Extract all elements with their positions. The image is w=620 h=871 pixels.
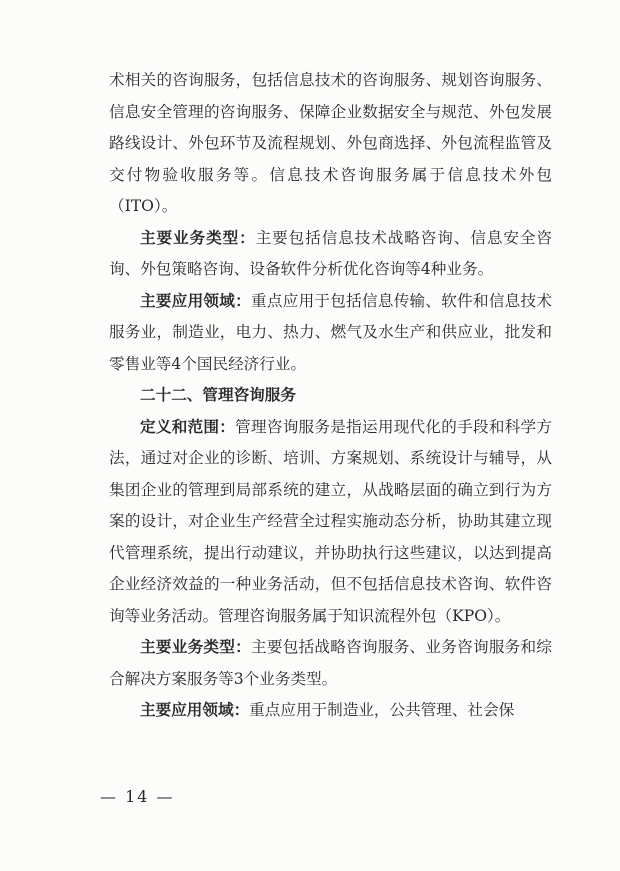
paragraph-mgmt-application-fields	[109, 695, 552, 727]
paragraph-lead: 定义和范围：	[140, 417, 236, 436]
body-text	[109, 65, 552, 727]
paragraph-lead: 主要业务类型：	[140, 228, 256, 247]
paragraph-text: 重点应用于包括信息传输、软件和信息技术服务业，制造业，电力、热力、燃气及水生产和供应业，批发和零售业等4个国民经济行业。	[109, 291, 552, 373]
paragraph-text: 主要包括战略咨询服务、业务咨询服务和综合解决方案服务等3个业务类型。	[109, 638, 552, 688]
paragraph-lead: 主要应用领域：	[140, 701, 250, 719]
paragraph-text: 管理咨询服务是指运用现代化的手段和科学方法，通过对企业的诊断、培训、方案规划、系统设计与辅导，从集团企业的管理到局部系统的建立，从战略层面的确立到行为方案的设计，对企业生产经营全过程实施动态分析，协助其建立现代管理系统，提出行动建议，并协助执行这些建议，以达到提高企业经济效益的一种业务活动，但不包括信息技术咨询、软件咨询等业务活动。管理咨询服务属于知识流程外包（KPO）。	[109, 417, 552, 625]
paragraph-it-consulting-continued	[109, 65, 552, 223]
paragraph-main-business-types	[109, 223, 552, 286]
section-heading: 二十二、管理咨询服务	[140, 386, 296, 404]
paragraph-mgmt-business-types	[109, 632, 552, 695]
paragraph-text: 重点应用于制造业，公共管理、社会保	[249, 701, 515, 719]
paragraph-text: 主要包括信息技术战略咨询、信息安全咨询、外包策略咨询、设备软件分析优化咨询等4种业务。	[109, 228, 552, 278]
paragraph-text: 术相关的咨询服务，包括信息技术的咨询服务、规划咨询服务、信息安全管理的咨询服务、保障企业数据安全与规范、外包发展路线设计、外包环节及流程规划、外包商选择、外包流程监管及交付物验收服务等。信息技术咨询服务属于信息技术外包（ITO）。	[109, 71, 552, 215]
paragraph-lead: 主要应用领域：	[140, 291, 251, 310]
paragraph-main-application-fields	[109, 286, 552, 381]
paragraph-definition-scope	[109, 412, 552, 633]
paragraph-lead: 主要业务类型：	[140, 638, 251, 656]
page-number: — 14 —	[100, 787, 175, 806]
